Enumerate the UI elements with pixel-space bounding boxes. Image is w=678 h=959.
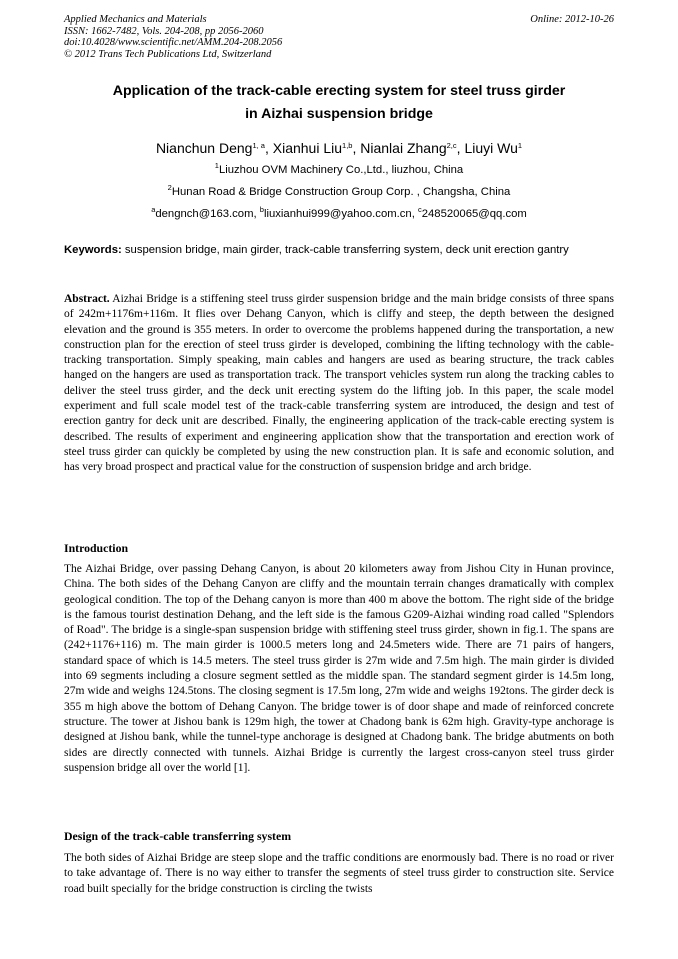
author-list	[20, 138, 658, 158]
copyright-line: © 2012 Trans Tech Publications Ltd, Switzerland	[64, 48, 272, 60]
doi-line[interactable]: doi:10.4028/www.scientific.net/AMM.204-208.2056	[64, 37, 283, 49]
author-name: Liuyi Wu	[464, 140, 518, 156]
email-link[interactable]: 248520065@qq.com	[421, 208, 527, 220]
keywords-section	[64, 242, 614, 258]
paper-title	[40, 80, 638, 126]
author-separator: ,	[352, 140, 361, 156]
affiliation-text: Hunan Road & Bridge Construction Group Corp. , Changsha, China	[171, 186, 511, 198]
author-separator: ,	[264, 140, 273, 156]
author-affiliation-marker: 2,c	[446, 141, 457, 150]
title-line-2: in Aizhai suspension bridge	[245, 106, 433, 122]
author-name: Nianlai Zhang	[360, 140, 447, 156]
issn-line: ISSN: 1662-7482, Vols. 204-208, pp 2056-2060	[64, 25, 264, 37]
author-affiliation-marker: 1,b	[342, 141, 353, 150]
abstract-label: Abstract.	[64, 293, 110, 305]
abstract-section	[64, 292, 614, 476]
keywords-label: Keywords:	[64, 244, 122, 256]
email-link[interactable]: liuxianhui999@yahoo.com.cn,	[263, 208, 418, 220]
introduction-heading: Introduction	[64, 541, 129, 555]
design-text: The both sides of Aizhai Bridge are steep slope and the traffic conditions are enormously bad. There is no road or river to take advantage of. There is no way either to transfer the segments of steel truss girder to construction site. Service road built specially for the bridge construction is circling the twists	[64, 852, 614, 895]
email-link[interactable]: dengnch@163.com,	[155, 208, 260, 220]
affiliation-text: Liuzhou OVM Machinery Co.,Ltd., liuzhou, China	[218, 164, 464, 176]
author-separator: ,	[456, 140, 465, 156]
author-emails	[20, 207, 658, 221]
title-line-1: Application of the track-cable erecting system for steel truss girder	[112, 83, 566, 99]
author-name: Nianchun Deng	[155, 140, 253, 156]
affiliation-marker: 2	[167, 183, 172, 192]
email-marker: c	[417, 205, 422, 214]
design-heading: Design of the track-cable transferring system	[64, 829, 292, 843]
keywords-text: suspension bridge, main girder, track-cable transferring system, deck unit erection gantry	[121, 244, 569, 256]
email-marker: b	[259, 205, 264, 214]
author-affiliation-marker: 1	[517, 141, 523, 150]
online-date: Online: 2012-10-26	[530, 14, 614, 25]
abstract-text: Aizhai Bridge is a stiffening steel truss girder suspension bridge and the main bridge consists of three spans of 242m+1176m+116m. It flies over Dehang Canyon, which is cliffy and steep, the depth between the designed elevation and the ground is 355 meters. In order to overcome the problems happened during the transportation, a new construction plan for the erection of steel truss girder is developed, combining the lifting technology with the cable-tracking transportation. Simply speaking, main cables and hangers are used as bearing structure, the track cables hanged on the hangers are used as transportation track. The transport vehicles system run along the tracking cables to deliver the steel truss girder, and the deck unit erecting system do the lifting job. In this paper, the scale model experiment and full scale model test of the track-cable transferring system are introduced, the design and test of erection gantry for deck unit are described. Finally, the engineering application of the track-cable erecting system is described. The results of experiment and engineering application show that the transportation and erection work of steel truss girder can quickly be completed by using the new construction plan. It is safe and economic solution, and has very broad prospect and practical value for the construction of suspension bridge and arch bridge.	[64, 293, 614, 474]
journal-name: Applied Mechanics and Materials	[64, 14, 207, 25]
affiliation-2	[20, 185, 658, 199]
affiliation-marker: 1	[214, 161, 219, 170]
author-affiliation-marker: 1, a	[252, 141, 265, 150]
introduction-text: The Aizhai Bridge, over passing Dehang Canyon, is about 20 kilometers away from Jishou City in Hunan province, China. The both sides of the Dehang Canyon are cliffy and the mountain terrain changes dramatically with complex geological condition. The top of the Dehang canyon is more than 400 m above the bottom. The right side of the bridge is the famous tourist destination Dehang, and the left side is the famous G209-Aizhai winding road called "Splendors of Road". The bridge is a single-span suspension bridge with stiffening steel truss girder, shown in fig.1. The spans are (242+1176+116) m. The main girder is 1000.5 meters long and 24.5meters wide. There are 71 pairs of hangers, standard space of which is 14.5 meters. The steel truss girder is 27m wide and 7.5m high. The main girder is divided into 69 segments including a closure segment settled as the middle span. The standard segment girder is 14.5m long, 27m wide and weighs 124.5tons. The closing segment is 17.5m long, 27m wide and weighs 192tons. The girder deck is 355 m high above the bottom of Dehang Canyon. The bridge tower is of door shape and made of reinforced concrete structure. The tower at Jishou bank is 129m high, the tower at Chadong bank is 62m high. Gravity-type anchorage is designed at Jishou bank, while the tunnel-type anchorage is designed at Chadong bank. The bridge abutments on both sides are directly connected with tunnels. Aizhai Bridge is currently the largest cross-canyon steel truss girder suspension bridge all over the world [1].	[64, 563, 614, 774]
email-marker: a	[151, 205, 156, 214]
journal-header	[64, 14, 614, 60]
author-name: Xianhui Liu	[272, 140, 343, 156]
affiliation-1	[20, 163, 658, 177]
